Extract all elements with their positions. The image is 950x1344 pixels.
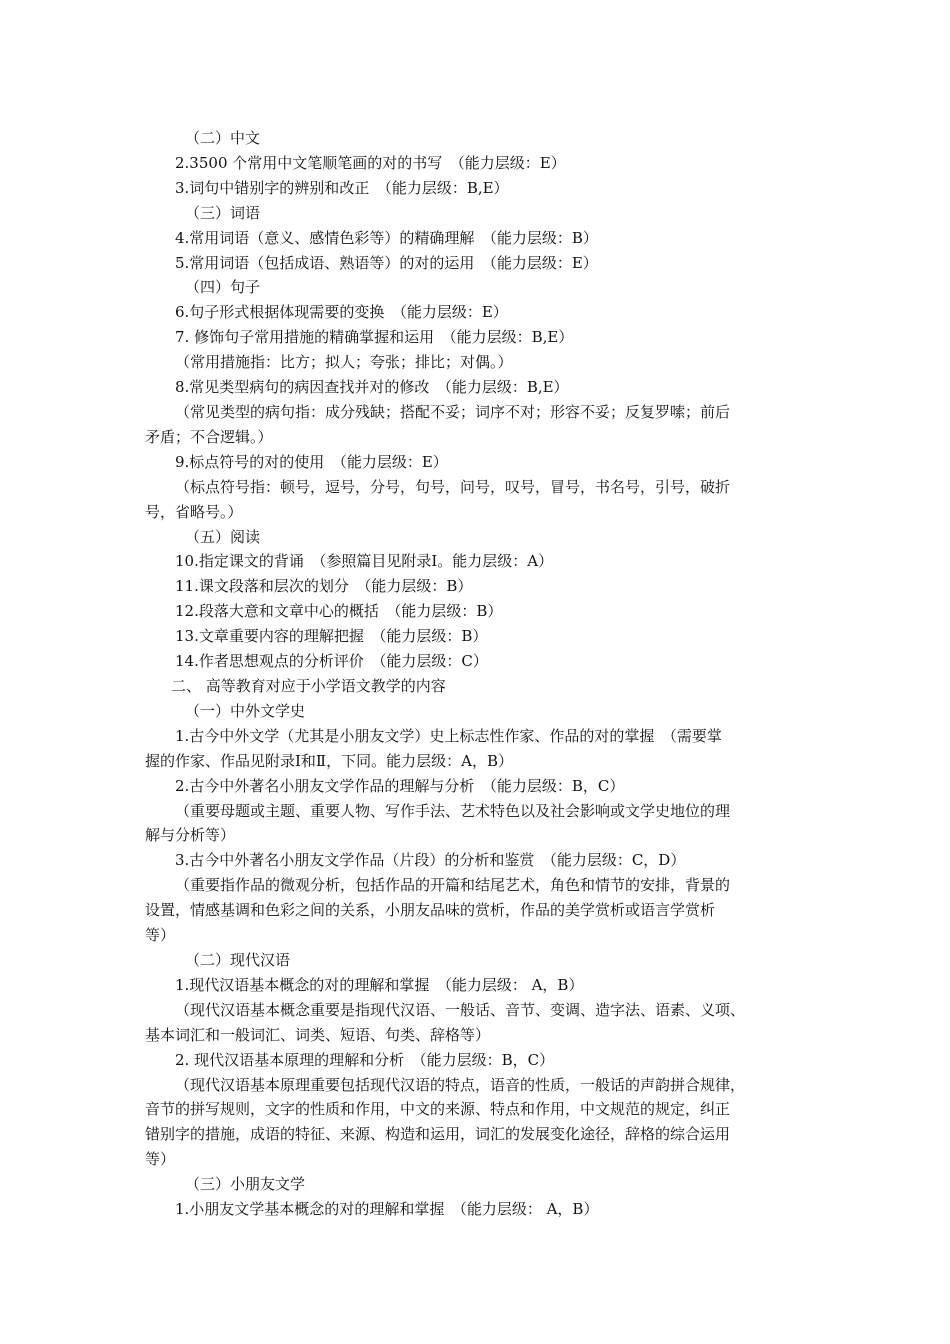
list-item: 3.古今中外著名小朋友文学作品（片段）的分析和鉴赏 （能力层级：C，D）: [175, 851, 686, 869]
note-text: （常用措施指：比方；拟人；夸张；排比；对偶。）: [175, 353, 513, 371]
section-heading: （二）中文: [185, 129, 261, 147]
list-item: 1.古今中外文学（尤其是小朋友文学）史上标志性作家、作品的对的掌握 （需要掌: [175, 727, 722, 745]
list-item: 6.句子形式根据体现需要的变换 （能力层级：E）: [175, 303, 508, 321]
list-item: 13.文章重要内容的理解把握 （能力层级：B）: [175, 627, 488, 645]
note-text: （常见类型的病句指：成分残缺；搭配不妥；词序不对；形容不妥；反复罗嗦；前后: [175, 403, 731, 421]
list-item: 2.古今中外著名小朋友文学作品的理解与分析 （能力层级：B，C）: [175, 777, 625, 795]
list-item: 11.课文段落和层次的划分 （能力层级：B）: [175, 577, 473, 595]
note-text: 设置，情感基调和色彩之间的关系，小朋友品味的赏析，作品的美学赏析或语言学赏析: [145, 901, 716, 919]
list-item: 3.词句中错别字的辨别和改正 （能力层级：B,E）: [175, 179, 509, 197]
section-heading: （三）词语: [185, 204, 261, 222]
list-item: 7. 修饰句子常用措施的精确掌握和运用 （能力层级：B,E）: [175, 328, 574, 346]
list-item: 1.现代汉语基本概念的对的理解和掌握 （能力层级： A，B）: [175, 976, 584, 994]
note-text: 等）: [145, 926, 176, 944]
list-item: 14.作者思想观点的分析评价 （能力层级：C）: [175, 652, 488, 670]
list-item: 4.常用词语（意义、感情色彩等）的精确理解 （能力层级：B）: [175, 229, 598, 247]
note-text: 音节的拼写规则，文字的性质和作用，中文的来源、特点和作用，中文规范的规定，纠正: [145, 1100, 731, 1118]
note-text: （现代汉语基本概念重要是指现代汉语、一般话、音节、变调、造字法、语素、义项、: [175, 1001, 746, 1019]
list-item: 12.段落大意和文章中心的概括 （能力层级：B）: [175, 602, 503, 620]
note-text: 基本词汇和一般词汇、词类、短语、句类、辞格等）: [145, 1026, 491, 1044]
note-text: 解与分析等）: [145, 826, 236, 844]
list-item: 10.指定课文的背诵 （参照篇目见附录Ⅰ。能力层级：A）: [175, 552, 554, 570]
note-text: （重要指作品的微观分析，包括作品的开篇和结尾艺术，角色和情节的安排，背景的: [175, 876, 731, 894]
note-text: （标点符号指：顿号，逗号，分号，句号，问号，叹号，冒号，书名号，引号，破折: [175, 478, 731, 496]
list-item: 2. 现代汉语基本原理的理解和分析 （能力层级：B，C）: [175, 1051, 555, 1069]
list-item-continuation: 握的作家、作品见附录Ⅰ和Ⅱ，下同。能力层级：A，B）: [145, 752, 513, 770]
list-item: 5.常用词语（包括成语、熟语等）的对的运用 （能力层级：E）: [175, 254, 598, 272]
note-text: （现代汉语基本原理重要包括现代汉语的特点，语音的性质，一般话的声韵拼合规律，: [175, 1076, 746, 1094]
note-text: 等）: [145, 1150, 176, 1168]
section-heading: （二）现代汉语: [185, 951, 291, 969]
note-text: （重要母题或主题、重要人物、写作手法、艺术特色以及社会影响或文学史地位的理: [175, 802, 731, 820]
section-heading: （五）阅读: [185, 528, 261, 546]
section-heading: （四）句子: [185, 278, 261, 296]
list-item: 8.常见类型病句的病因查找并对的修改 （能力层级：B,E）: [175, 378, 569, 396]
note-text: 矛盾；不合逻辑。）: [145, 428, 273, 446]
list-item: 9.标点符号的对的使用 （能力层级：E）: [175, 453, 448, 471]
part-heading: 二、 高等教育对应于小学语文教学的内容: [171, 677, 446, 695]
list-item: 1.小朋友文学基本概念的对的理解和掌握 （能力层级： A，B）: [175, 1200, 599, 1218]
note-text: 号，省略号。）: [145, 503, 243, 521]
note-text: 错别字的措施，成语的特征、来源、构造和运用，词汇的发展变化途径，辞格的综合运用: [145, 1125, 731, 1143]
section-heading: （三）小朋友文学: [185, 1175, 306, 1193]
section-heading: （一）中外文学史: [185, 702, 306, 720]
list-item: 2.3500 个常用中文笔顺笔画的对的书写 （能力层级：E）: [175, 154, 566, 172]
